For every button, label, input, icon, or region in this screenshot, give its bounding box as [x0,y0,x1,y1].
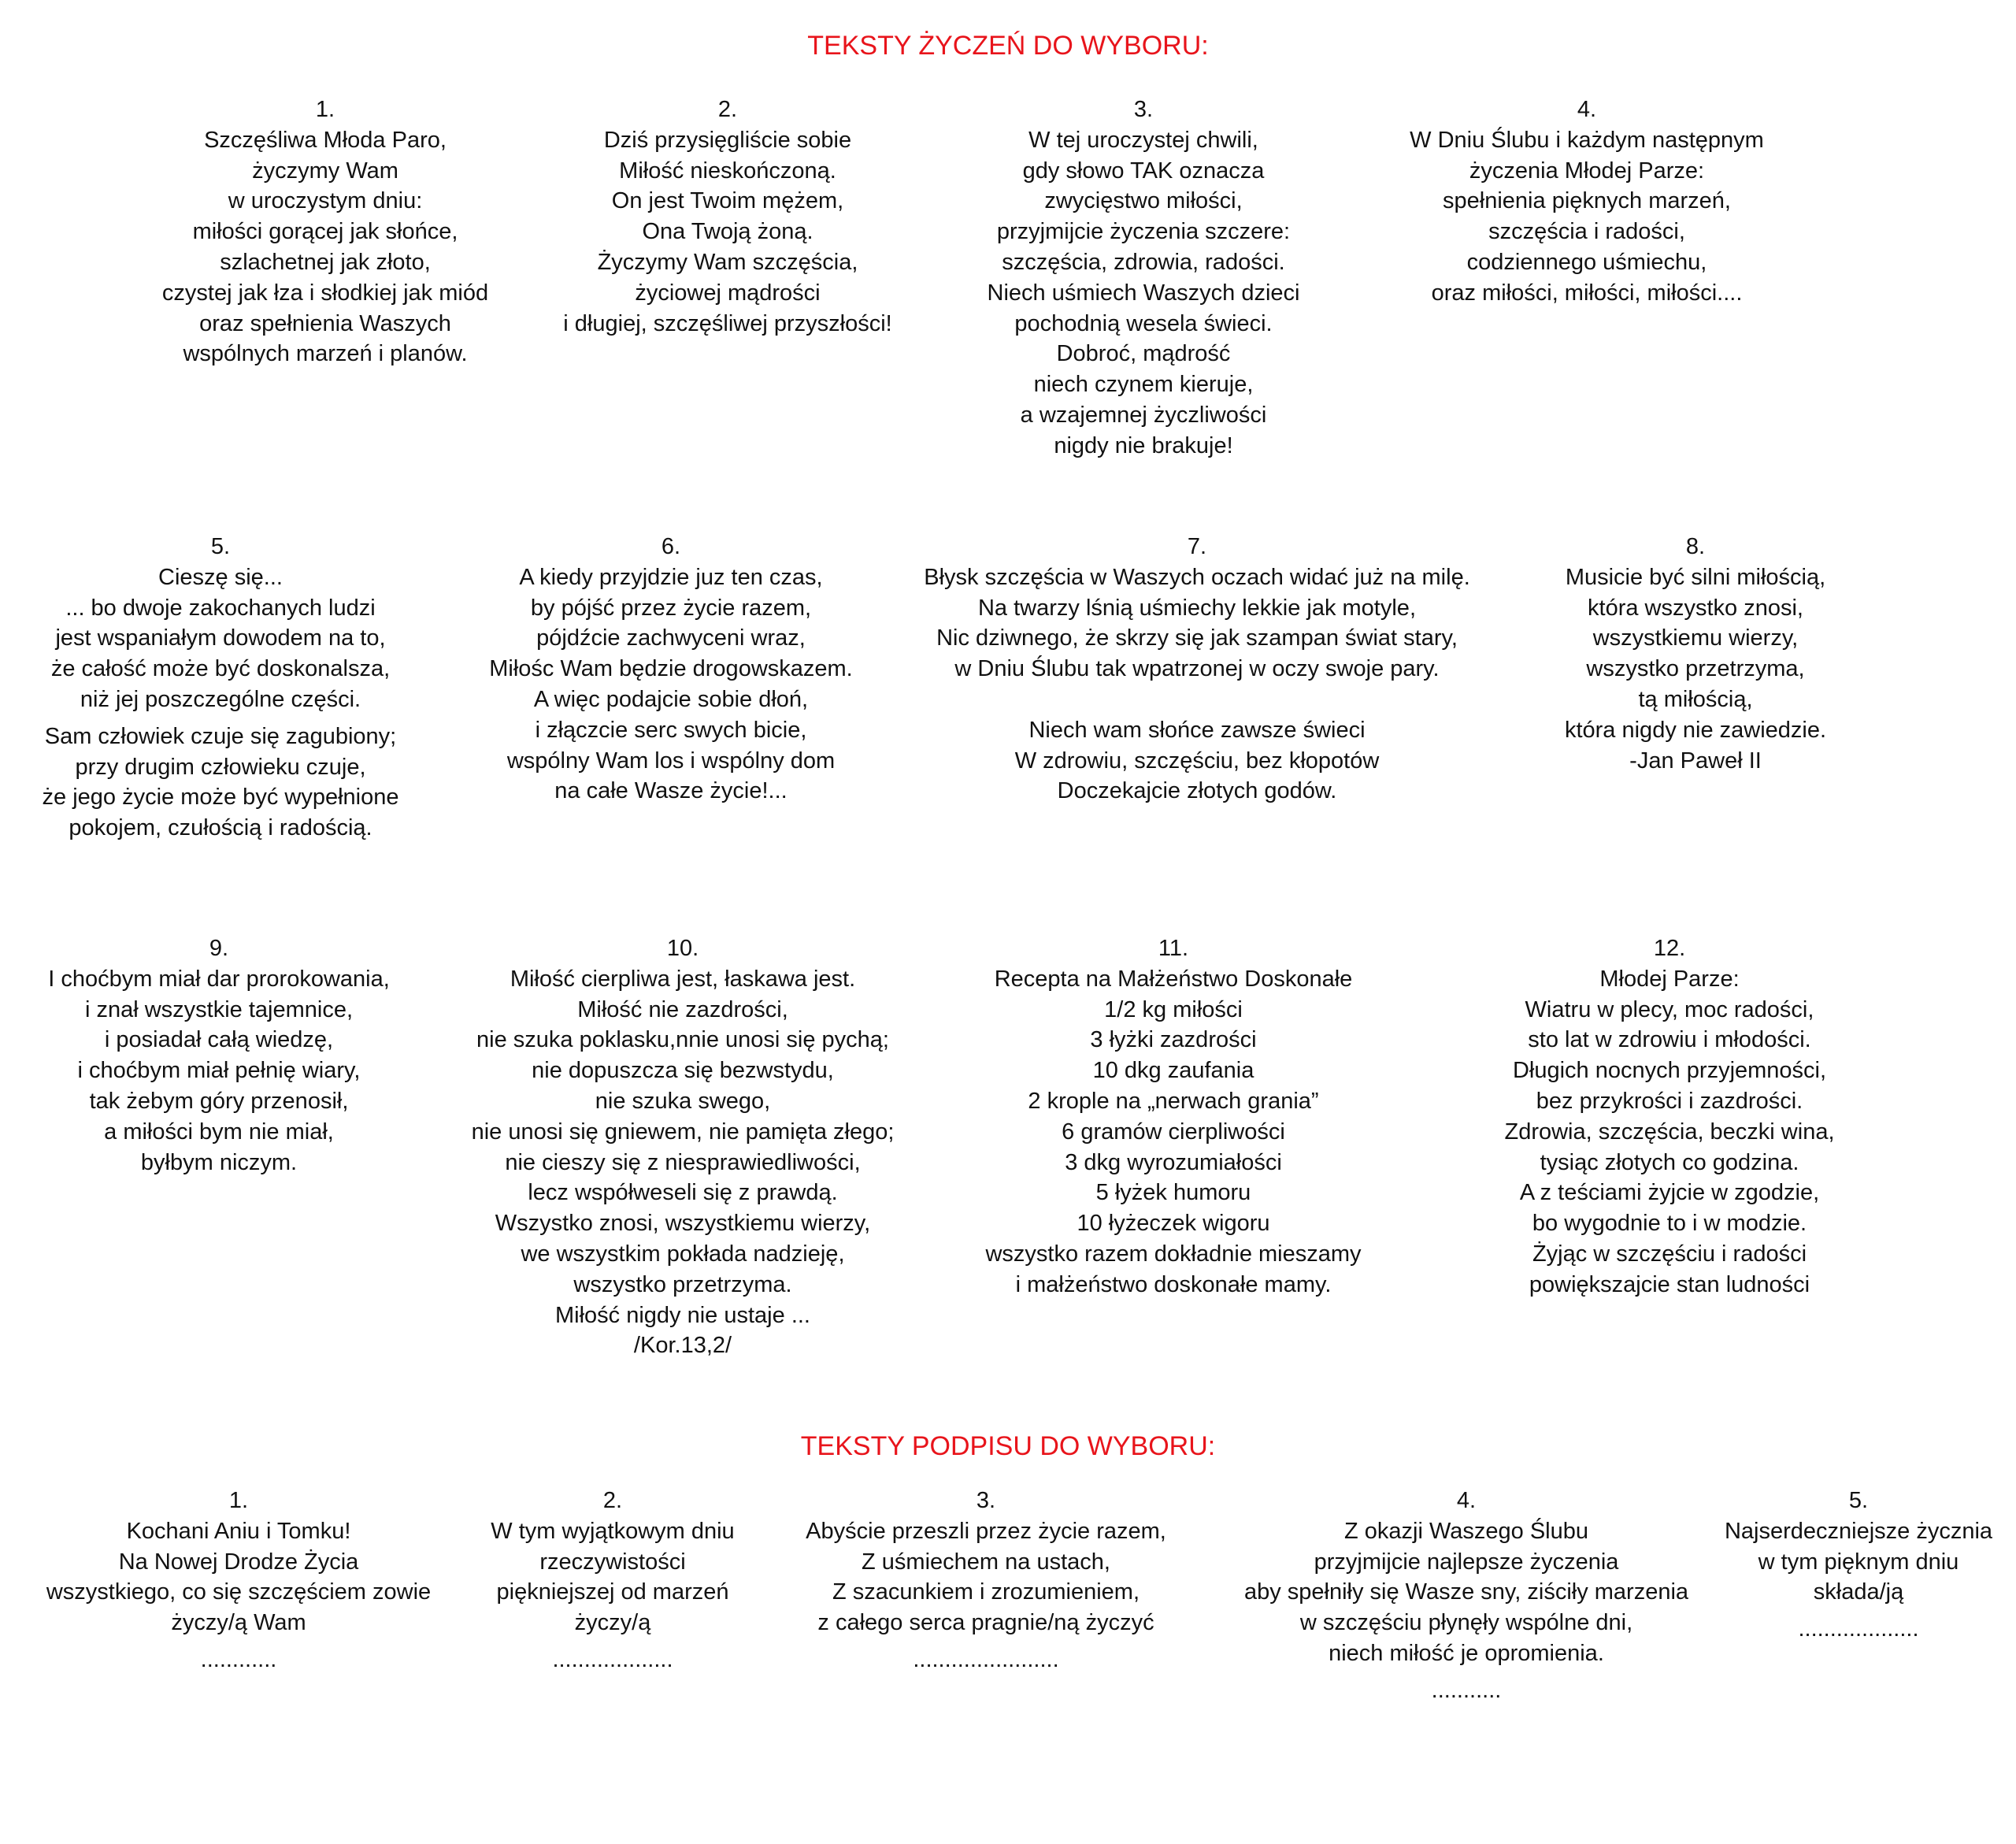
wishes-line: Miłość nigdy nie ustaje ... [555,1302,810,1328]
wishes-line: która wszystko znosi, [1588,595,1803,621]
wishes-line: byłbym niczym. [140,1149,298,1175]
wishes-number: 3. [1133,97,1154,122]
wishes-line: 5 łyżek humoru [1095,1180,1251,1206]
wishes-item-3 [988,95,1300,462]
wishes-line: niż jej poszczególne części. [80,686,361,712]
wishes-section-title: TEKSTY ŻYCZEŃ DO WYBORU: [807,31,1209,61]
wishes-line: życzenia Młodej Parze: [1469,158,1705,184]
signatures-number: 4. [1456,1488,1477,1513]
paragraph-gap [46,1638,431,1645]
wishes-line: W Dniu Ślubu i każdym następnym [1410,127,1764,153]
signatures-item-2 [491,1486,734,1675]
wishes-line: szczęścia i radości, [1488,219,1685,245]
wishes-line: tą miłością, [1638,686,1753,712]
wishes-line: bez przykrości i zazdrości. [1536,1088,1803,1114]
wishes-line: Wiatru w plecy, moc radości, [1525,996,1814,1022]
signatures-line: z całego serca pragnie/ną życzyć [817,1610,1154,1636]
signatures-line: piękniejszej od marzeń [496,1579,729,1605]
wishes-number: 6. [661,534,681,559]
signatures-item-1 [46,1486,431,1675]
signatures-number: 5. [1848,1488,1869,1513]
wishes-line: Niech uśmiech Waszych dzieci [987,280,1300,306]
paragraph-gap [1725,1608,1992,1614]
wishes-item-6 [489,532,852,807]
wishes-line: On jest Twoim mężem, [611,188,844,214]
wishes-line: Miłość nie zazdrości, [577,996,788,1022]
wishes-line: i złączcie serc swych bicie, [535,717,807,743]
signature-placeholder-dots: ........... [1431,1677,1502,1703]
wishes-line: Nic dziwnego, że skrzy się jak szampan świat stary, [936,625,1458,651]
wishes-line: niech czynem kieruje, [1033,372,1254,398]
wishes-line: i znał wszystkie tajemnice, [84,996,354,1022]
wishes-line: tysiąc złotych co godzina. [1540,1149,1799,1175]
wishes-line: wszystkiemu wierzy, [1592,625,1799,651]
wishes-line: na całe Wasze życie!... [554,778,788,804]
wishes-line: że całość może być doskonalsza, [50,656,391,682]
wishes-line: nie cieszy się z niesprawiedliwości, [505,1149,861,1175]
wishes-line: Wszystko znosi, wszystkiemu wierzy, [495,1211,871,1237]
wishes-line: sto lat w zdrowiu i młodości. [1528,1027,1811,1053]
wishes-number: 2. [717,97,738,122]
signatures-line: rzeczywistości [539,1549,686,1575]
paragraph-gap [1244,1669,1688,1675]
wishes-line: pochodnią wesela świeci. [1014,310,1273,336]
paragraph-gap [491,1638,734,1645]
signatures-line: Kochani Aniu i Tomku! [126,1518,351,1544]
wishes-number: 9. [209,936,229,961]
wishes-line: nie szuka swego, [595,1088,771,1114]
wishes-line: A kiedy przyjdzie juz ten czas, [519,564,823,590]
wishes-line: -Jan Paweł II [1629,748,1762,774]
signatures-section-title: TEKSTY PODPISU DO WYBORU: [800,1431,1216,1461]
signatures-line: przyjmijcie najlepsze życzenia [1314,1549,1619,1575]
wishes-line: Miłośc Wam będzie drogowskazem. [489,656,853,682]
signatures-item-5 [1725,1486,1992,1645]
wishes-line: zwycięstwo miłości, [1044,188,1243,214]
wishes-line: 1/2 kg miłości [1104,996,1243,1022]
wishes-line: wspólnych marzeń i planów. [183,341,468,367]
signatures-line: życzy/ą [574,1610,651,1636]
wishes-line: codziennego uśmiechu, [1466,249,1707,275]
wishes-line: Dobroć, mądrość [1056,341,1231,367]
signatures-line: aby spełniły się Wasze sny, ziściły marzenia [1243,1579,1689,1605]
wishes-line: jest wspaniałym dowodem na to, [55,625,386,651]
wishes-line: pójdźcie zachwyceni wraz, [536,625,806,651]
wishes-item-7 [924,532,1470,807]
wishes-line: nigdy nie brakuje! [1054,432,1233,458]
wishes-line: Młodej Parze: [1599,966,1740,992]
wishes-line: Zdrowia, szczęścia, beczki wina, [1504,1119,1835,1145]
wishes-line: powiększajcie stan ludności [1529,1271,1810,1297]
wishes-line: Na twarzy lśnią uśmiechy lekkie jak motyle, [977,595,1416,621]
wishes-line: Miłość nieskończoną. [619,158,836,184]
signatures-line: niech miłość je opromienia. [1329,1640,1604,1666]
signatures-line: Najserdeczniejsze życznia [1724,1518,1993,1544]
wishes-item-2 [563,95,891,339]
wishes-line: I choćbym miał dar prorokowania, [48,966,390,992]
wishes-line: Błysk szczęścia w Waszych oczach widać już na milę. [924,564,1470,590]
wishes-line: Miłość cierpliwa jest, łaskawa jest. [510,966,856,992]
wishes-item-10 [472,933,895,1361]
signatures-number: 1. [228,1488,249,1513]
wishes-line: Życzymy Wam szczęścia, [597,249,858,275]
wishes-line: nie szuka poklasku,nnie unosi się pychą; [476,1027,889,1053]
signatures-line: Na Nowej Drodze Życia [118,1549,359,1575]
wishes-line: oraz spełnienia Waszych [199,310,451,336]
wishes-line: szczęścia, zdrowia, radości. [1002,249,1285,275]
wishes-line: we wszystkim pokłada nadzieję, [521,1241,845,1267]
wishes-line: tak żebym góry przenosił, [89,1088,349,1114]
signature-placeholder-dots: ....................... [913,1646,1059,1672]
wishes-line: Sam człowiek czuje się zagubiony; [44,723,397,749]
wishes-line: A z teściami żyjcie w zgodzie, [1519,1180,1820,1206]
wishes-line: i małżeństwo doskonałe mamy. [1015,1271,1332,1297]
wishes-item-4 [1410,95,1764,309]
wishes-line: lecz współweseli się z prawdą. [528,1180,838,1206]
wishes-line: wszystko przetrzyma, [1586,656,1805,682]
wishes-line: przyjmijcie życzenia szczere: [996,219,1291,245]
wishes-line: i choćbym miał pełnię wiary, [77,1058,361,1084]
signatures-line: Z okazji Waszego Ślubu [1343,1518,1589,1544]
wishes-line: Długich nocnych przyjemności, [1512,1058,1827,1084]
wishes-line: nie unosi się gniewem, nie pamięta złego; [471,1119,895,1145]
wishes-number: 10. [666,936,699,961]
signatures-item-3 [806,1486,1166,1675]
wishes-line: ... bo dwoje zakochanych ludzi [65,595,376,621]
wishes-number: 12. [1653,936,1686,961]
wishes-number: 4. [1577,97,1597,122]
paragraph-gap [806,1638,1166,1645]
wishes-line: że jego życie może być wypełnione [42,785,399,811]
wishes-line: A więc podajcie sobie dłoń, [533,686,809,712]
paragraph-gap [924,685,1470,715]
wishes-line: czystej jak łza i słodkiej jak miód [161,280,489,306]
wishes-line: miłości gorącej jak słońce, [192,219,458,245]
wishes-item-8 [1565,532,1826,776]
signatures-line: w szczęściu płynęły wspólne dni, [1299,1610,1633,1636]
wishes-line: Żyjąc w szczęściu i radości [1532,1241,1807,1267]
wishes-line: i posiadał całą wiedzę, [104,1027,334,1053]
wishes-line: Niech wam słońce zawsze świeci [1028,717,1366,743]
signatures-line: składa/ją [1813,1579,1904,1605]
wishes-number: 11. [1158,936,1189,961]
signatures-item-4 [1244,1486,1688,1706]
wishes-line: Musicie być silni miłością, [1565,564,1826,590]
wishes-line: nie dopuszcza się bezwstydu, [532,1058,834,1084]
wishes-item-5 [43,532,399,844]
signatures-line: wszystkiego, co się szczęściem zowie [46,1579,432,1605]
wishes-item-1 [162,95,488,369]
wishes-line: i długiej, szczęśliwej przyszłości! [563,310,892,336]
wishes-line: a wzajemnej życzliwości [1020,402,1267,428]
wishes-line: W zdrowiu, szczęściu, bez kłopotów [1014,748,1380,774]
wishes-line: Cieszę się... [158,564,283,590]
signatures-number: 2. [602,1488,623,1513]
wishes-line: szlachetnej jak złoto, [220,249,431,275]
signatures-number: 3. [976,1488,996,1513]
wishes-line: przy drugim człowieku czuje, [75,754,366,780]
wishes-number: 1. [315,97,335,122]
signature-placeholder-dots: ............ [200,1646,277,1672]
wishes-line: która nigdy nie zawiedzie. [1564,717,1827,743]
wishes-line: wspólny Wam los i wspólny dom [506,748,836,774]
wishes-line: życzymy Wam [252,158,398,184]
wishes-line: gdy słowo TAK oznacza [1022,158,1265,184]
wishes-line: Doczekajcie złotych godów. [1057,778,1337,804]
wishes-line: /Kor.13,2/ [633,1333,732,1359]
signatures-line: Z szacunkiem i zrozumieniem, [832,1579,1140,1605]
wishes-line: wszystko razem dokładnie mieszamy [985,1241,1362,1267]
signatures-line: W tym wyjątkowym dniu [491,1518,735,1544]
wishes-line: 3 łyżki zazdrości [1090,1027,1257,1053]
wishes-line: by pójść przez życie razem, [530,595,812,621]
wishes-item-9 [48,933,390,1178]
wishes-line: w Dniu Ślubu tak wpatrzonej w oczy swoje pary. [954,656,1440,682]
signatures-line: Abyście przeszli przez życie razem, [806,1518,1166,1544]
wishes-item-11 [985,933,1361,1300]
wishes-line: 10 dkg zaufania [1092,1058,1254,1084]
wishes-line: życiowej mądrości [635,280,821,306]
wishes-number: 5. [210,534,231,559]
wishes-line: 3 dkg wyrozumiałości [1065,1149,1282,1175]
wishes-number: 8. [1685,534,1706,559]
signature-placeholder-dots: ................... [552,1646,673,1672]
wishes-line: w uroczystym dniu: [228,188,423,214]
wishes-line: Dziś przysięgliście sobie [603,127,852,153]
wishes-line: Ona Twoją żoną. [642,219,813,245]
wishes-line: 6 gramów cierpliwości [1062,1119,1285,1145]
wishes-line: Szczęśliwa Młoda Paro, [204,127,447,153]
wishes-line: spełnienia pięknych marzeń, [1443,188,1731,214]
wishes-line: bo wygodnie to i w modzie. [1532,1211,1807,1237]
signatures-line: Z uśmiechem na ustach, [862,1549,1110,1575]
wishes-line: W tej uroczystej chwili, [1028,127,1258,153]
wishes-line: oraz miłości, miłości, miłości.... [1431,280,1743,306]
signatures-line: w tym pięknym dniu [1758,1549,1959,1575]
signatures-line: życzy/ą Wam [171,1610,306,1636]
wishes-line: 2 krople na „nerwach grania” [1028,1088,1319,1114]
wishes-item-12 [1504,933,1834,1300]
wishes-number: 7. [1187,534,1207,559]
wishes-line: 10 łyżeczek wigoru [1077,1211,1270,1237]
signature-placeholder-dots: ................... [1798,1616,1919,1642]
wishes-line: Recepta na Małżeństwo Doskonałe [994,966,1353,992]
paragraph-gap [43,715,399,722]
wishes-line: wszystko przetrzyma. [573,1271,792,1297]
wishes-line: a miłości bym nie miał, [104,1119,334,1145]
wishes-line: pokojem, czułością i radością. [69,815,372,841]
